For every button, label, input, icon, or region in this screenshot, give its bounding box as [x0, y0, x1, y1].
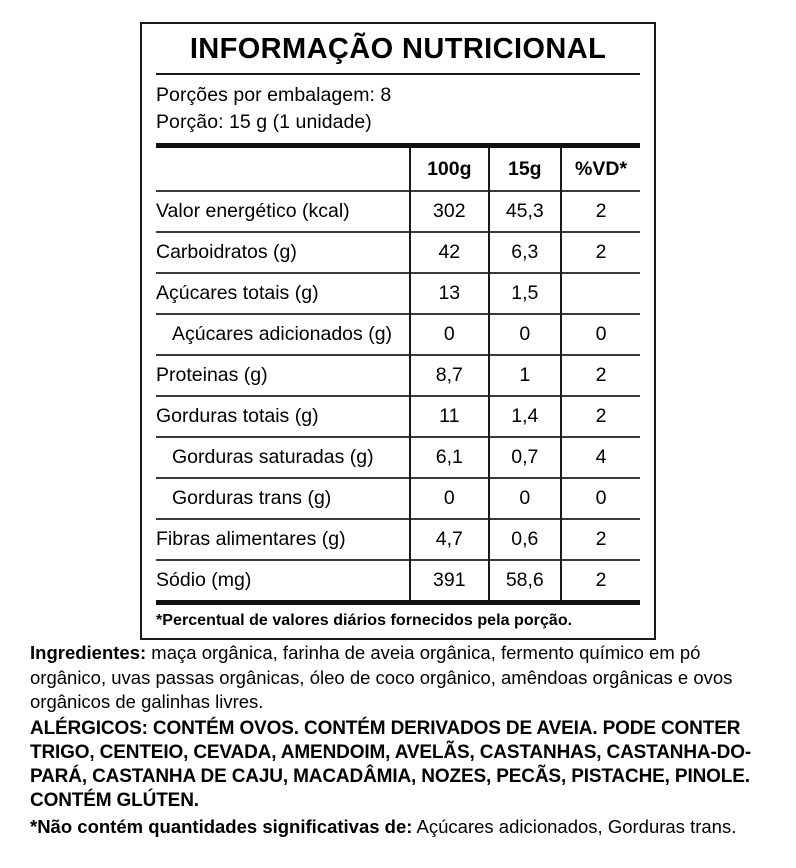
vd-footnote: *Percentual de valores diários fornecidos pela porção. [156, 612, 573, 630]
nutrient-name: Valor energético (kcal) [156, 191, 410, 232]
column-header-per-portion: 15g [489, 148, 562, 191]
nutrient-name: Proteinas (g) [156, 355, 410, 396]
nutrient-name: Fibras alimentares (g) [156, 519, 410, 560]
ingredients-label: Ingredientes: [30, 642, 147, 663]
nutrient-value-portion: 0 [489, 314, 562, 355]
nutrient-value-portion: 1 [489, 355, 562, 396]
insignificant-amounts-paragraph [30, 815, 770, 839]
table-header [156, 148, 640, 191]
nutrition-table [156, 148, 640, 600]
column-header-per-100g: 100g [410, 148, 488, 191]
nutrient-value-portion: 45,3 [489, 191, 562, 232]
table-row [156, 232, 640, 273]
nutrient-name: Açúcares adicionados (g) [156, 314, 410, 355]
nutrient-name: Gorduras totais (g) [156, 396, 410, 437]
table-row [156, 560, 640, 600]
nutrient-value-100g: 0 [410, 478, 488, 519]
table-row [156, 396, 640, 437]
nutrient-value-vd: 2 [561, 232, 640, 273]
nutrient-value-100g: 42 [410, 232, 488, 273]
table-row [156, 191, 640, 232]
nutrient-value-100g: 391 [410, 560, 488, 600]
table-row [156, 314, 640, 355]
nutrient-value-vd: 2 [561, 191, 640, 232]
nutrient-name: Sódio (mg) [156, 560, 410, 600]
nutrient-value-portion: 0,6 [489, 519, 562, 560]
serving-info [156, 75, 640, 143]
ingredients-paragraph [30, 641, 770, 715]
table-header-row [156, 148, 640, 191]
table-row [156, 273, 640, 314]
allergens-paragraph: ALÉRGICOS: CONTÉM OVOS. CONTÉM DERIVADOS DE AVEIA. PODE CONTER TRIGO, CENTEIO, CEVADA, AMENDOIM, AVELÃS, CASTANHAS, CASTANHA-DO-PARÁ, CASTANHA DE CAJU, MACADÂMIA, NOZES, PECÃS, PISTACHE, PINOLE. CONTÉM GLÚTEN. [30, 717, 752, 811]
insignificant-amounts-text: Açúcares adicionados, Gorduras trans. [412, 815, 737, 837]
servings-per-package: Porções por embalagem: 8 [156, 84, 392, 107]
table-body [156, 191, 640, 600]
nutrient-value-portion: 0 [489, 478, 562, 519]
nutrient-value-100g: 6,1 [410, 437, 488, 478]
nutrient-value-vd: 2 [561, 560, 640, 600]
nutrient-value-100g: 302 [410, 191, 488, 232]
nutrient-value-portion: 6,3 [489, 232, 562, 273]
nutrient-name: Açúcares totais (g) [156, 273, 410, 314]
nutrient-name: Gorduras trans (g) [156, 478, 410, 519]
nutrient-value-portion: 1,4 [489, 396, 562, 437]
nutrient-value-vd: 0 [561, 314, 640, 355]
column-header-nutrient [156, 148, 410, 191]
nutrient-value-100g: 8,7 [410, 355, 488, 396]
nutrient-value-100g: 0 [410, 314, 488, 355]
ingredients-text: maça orgânica, farinha de aveia orgânica, fermento químico em pó orgânico, uvas passas orgânicas, óleo de coco orgânico, amêndoas orgânicas e ovos orgânicos de galinhas livres. [30, 642, 733, 713]
table-row [156, 519, 640, 560]
insignificant-amounts-label: *Não contém quantidades significativas de: [30, 815, 413, 837]
nutrient-value-portion: 1,5 [489, 273, 562, 314]
portion-size: Porção: 15 g (1 unidade) [156, 110, 372, 133]
page-title: INFORMAÇÃO NUTRICIONAL [189, 33, 607, 65]
nutrition-facts-panel [140, 22, 656, 640]
table-row [156, 355, 640, 396]
nutrient-value-vd: 2 [561, 396, 640, 437]
nutrient-value-100g: 11 [410, 396, 488, 437]
nutrient-value-100g: 4,7 [410, 519, 488, 560]
nutrient-name: Carboidratos (g) [156, 232, 410, 273]
nutrient-value-100g: 13 [410, 273, 488, 314]
product-text-block [30, 641, 770, 839]
nutrient-value-portion: 58,6 [489, 560, 562, 600]
nutrient-name: Gorduras saturadas (g) [156, 437, 410, 478]
table-row [156, 478, 640, 519]
nutrient-value-vd: 4 [561, 437, 640, 478]
nutrient-value-vd [561, 273, 640, 314]
column-header-vd: %VD* [561, 148, 640, 191]
nutrient-value-portion: 0,7 [489, 437, 562, 478]
nutrient-value-vd: 2 [561, 355, 640, 396]
nutrient-value-vd: 0 [561, 478, 640, 519]
table-row [156, 437, 640, 478]
nutrient-value-vd: 2 [561, 519, 640, 560]
